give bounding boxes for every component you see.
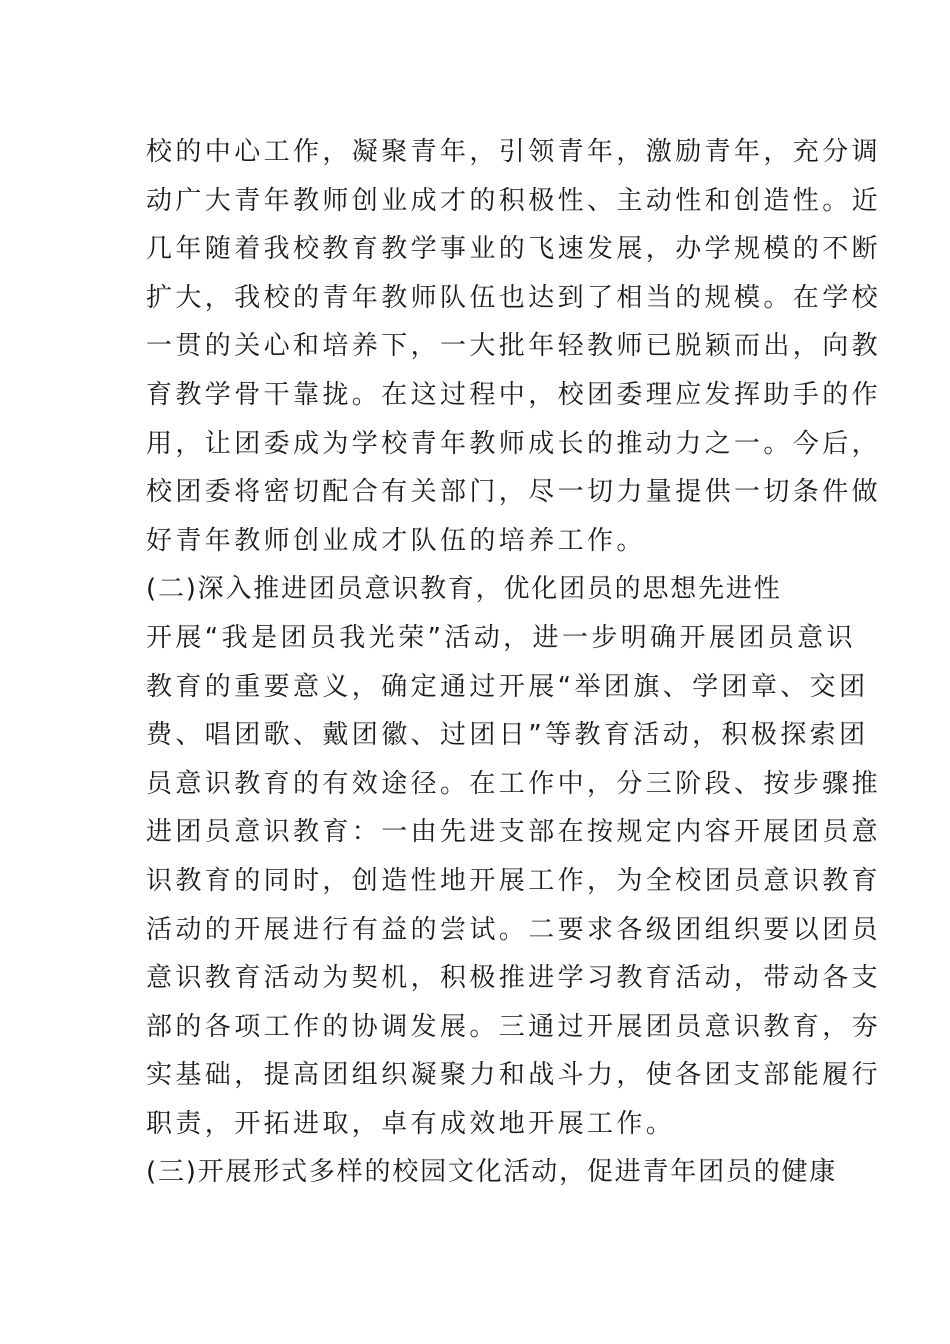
text-line: 费、唱团歌、戴团徽、过团日”等教育活动，积极探索团 (146, 720, 869, 751)
text-line: 校团委将密切配合有关部门，尽一切力量提供一切条件做 (146, 477, 882, 508)
text-line: 扩大，我校的青年教师队伍也达到了相当的规模。在学校 (146, 282, 882, 313)
section-heading: (三)开展形式多样的校园文化活动，促进青年团员的健康 (146, 1157, 838, 1188)
text-line: 进团员意识教育：一由先进支部在按规定内容开展团员意 (146, 817, 882, 848)
text-line: 育教学骨干靠拢。在这过程中，校团委理应发挥助手的作 (146, 379, 882, 410)
text-line: 校的中心工作，凝聚青年，引领青年，激励青年，充分调 (146, 137, 882, 167)
text-line: 实基础，提高团组织凝聚力和战斗力，使各团支部能履行 (146, 1060, 882, 1091)
text-line: 几年随着我校教育教学事业的飞速发展，办学规模的不断 (146, 234, 882, 265)
text-line: 职责，开拓进取，卓有成效地开展工作。 (146, 1108, 676, 1139)
text-line: 用，让团委成为学校青年教师成长的推动力之一。今后， (146, 428, 882, 459)
text-line: 识教育的同时，创造性地开展工作，为全校团员意识教育 (146, 865, 882, 896)
text-line: 好青年教师创业成才队伍的培养工作。 (146, 525, 646, 556)
text-line: 部的各项工作的协调发展。三通过开展团员意识教育，夯 (146, 1011, 882, 1042)
section-heading: (二)深入推进团员意识教育，优化团员的思想先进性 (146, 574, 782, 605)
text-line: 活动的开展进行有益的尝试。二要求各级团组织要以团员 (146, 914, 882, 945)
text-line: 动广大青年教师创业成才的积极性、主动性和创造性。近 (146, 185, 882, 216)
text-line: 意识教育活动为契机，积极推进学习教育活动，带动各支 (146, 963, 882, 994)
text-line: 员意识教育的有效途径。在工作中，分三阶段、按步骤推 (146, 768, 882, 799)
document-body (146, 128, 882, 1197)
text-line: 一贯的关心和培养下，一大批年轻教师已脱颖而出，向教 (146, 331, 882, 362)
text-line: 教育的重要意义，确定通过开展“举团旗、学团章、交团 (146, 671, 869, 702)
text-line: 开展“我是团员我光荣”活动，进一步明确开展团员意识 (146, 622, 856, 653)
